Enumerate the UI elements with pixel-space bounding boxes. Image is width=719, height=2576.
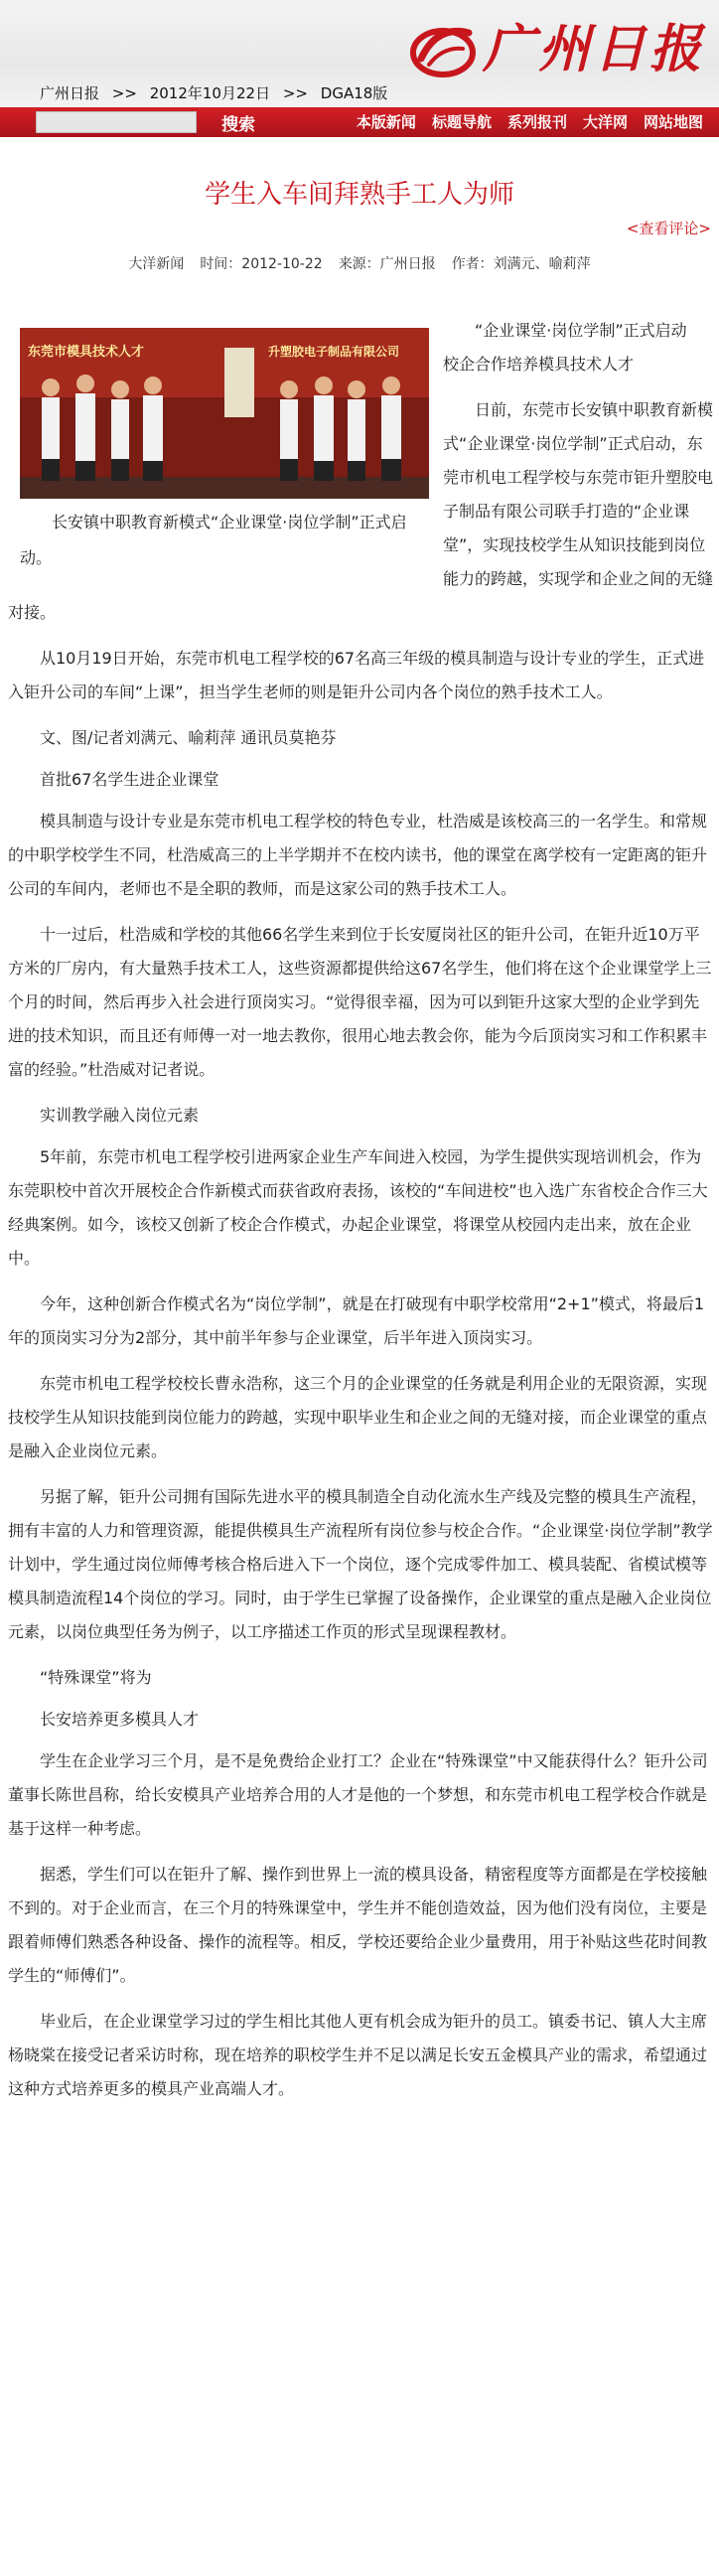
article-paragraph: 学生在企业学习三个月，是不是免费给企业打工？企业在“特殊课堂”中又能获得什么？钜升公司董事长陈世昌称，给长安模具产业培养合用的人才是他的一个梦想，和东莞市机电工程学校合作就是基于这样一种考虑。	[8, 1751, 708, 1838]
article-paragraph: 今年，这种创新合作模式名为“岗位学制”，就是在打破现有中职学校常用“2+1”模式，将最后1年的顶岗实习分为2部分，其中前半年参与企业课堂，后半年进入顶岗实习。	[8, 1294, 705, 1347]
nav-item-title-nav[interactable]: 标题导航	[431, 113, 492, 131]
breadcrumb-item-page[interactable]: DGA18版	[320, 84, 388, 102]
nav-item-publications[interactable]: 系列报刊	[506, 113, 567, 131]
article-figure	[20, 328, 429, 576]
breadcrumb-separator: >>	[282, 84, 308, 102]
article-paragraph: 5年前，东莞市机电工程学校引进两家企业生产车间进入校园，为学生提供实现培训机会，作为东莞职校中首次开展校企合作新模式而获省政府表扬，该校的“车间进校”也入选广东省校企合作三大经典案例。如今，该校又创新了校企合作模式，办起企业课堂，将课堂从校园内走出来，放在企业中。	[8, 1147, 708, 1268]
article-byline: 文、图/记者刘满元、喻莉萍 通讯员莫艳芬	[40, 728, 337, 747]
article-meta	[0, 254, 719, 274]
article-title: 学生入车间拜熟手工人为师	[204, 180, 514, 210]
photo-banner-left: 东莞市模具技术人才	[28, 345, 145, 360]
breadcrumb	[40, 83, 387, 103]
article-paragraph: “企业课堂·岗位学制”正式启动 校企合作培养模具技术人才	[443, 321, 703, 374]
meta-time: 时间：2012-10-22	[200, 256, 323, 272]
article-paragraph: 据悉，学生们可以在钜升了解、操作到世界上一流的模具设备，精密程度等方面都是在学校接触不到的。对于企业而言，在三个月的特殊课堂中，学生并不能创造效益，因为他们没有岗位，主要是跟着师傅们熟悉各种设备、操作的流程等。相反，学校还要给企业少量费用，用于补贴这些花时间教学生的“师傅们”。	[8, 1865, 708, 1985]
breadcrumb-item-paper[interactable]: 广州日报	[40, 84, 100, 102]
article-paragraph: 日前，东莞市长安镇中职教育新模式“企业课堂·岗位学制”正式启动，东莞市机电工程学校与东莞市钜升塑胶电子制品有限公司联手打造的“企业课堂”，实现技校学生从知识技能到岗位能力的跨越，实现学和企业之间的无缝对接。	[8, 400, 714, 622]
logo[interactable]	[407, 14, 705, 85]
section-subheading: 长安培养更多模具人才	[40, 1710, 200, 1729]
article-paragraph: 毕业后，在企业课堂学习过的学生相比其他人更有机会成为钜升的员工。镇委书记、镇人大主席杨晓棠在接受记者采访时称，现在培养的职校学生并不足以满足长安五金模具产业的需求，希望通过这种方式培养更多的模具产业高端人才。	[8, 2012, 708, 2098]
photo-banner-right: 升塑胶电子制品有限公司	[268, 345, 400, 359]
article-body	[8, 314, 713, 2118]
article-paragraph: 东莞市机电工程学校校长曹永浩称，这三个月的企业课堂的任务就是利用企业的无限资源，实现技校学生从知识技能到岗位能力的跨越，实现中职毕业生和企业之间的无缝对接，而企业课堂的重点是融入企业岗位元素。	[8, 1374, 708, 1460]
section-subheading: 实训教学融入岗位元素	[40, 1106, 200, 1125]
view-comments-link[interactable]: <查看评论>	[626, 220, 711, 237]
article-paragraph: 模具制造与设计专业是东莞市机电工程学校的特色专业，杜浩威是该校高三的一名学生。和常规的中职学校学生不同，杜浩威高三的上半学期并不在校内读书，他的课堂在离学校有一定距离的钜升公司的车间内，老师也不是全职的教师，而是这家公司的熟手技术工人。	[8, 812, 708, 898]
article-paragraph: 另据了解，钜升公司拥有国际先进水平的模具制造全自动化流水生产线及完整的模具生产流程，拥有丰富的人力和管理资源，能提供模具生产流程所有岗位参与校企合作。“企业课堂·岗位学制”教学计划中，学生通过岗位师傅考核合格后进入下一个岗位，逐个完成零件加工、模具装配、省模试模等模具制造流程14个岗位的学习。同时，由于学生已掌握了设备操作，企业课堂的重点是融入企业岗位元素，以岗位典型任务为例子，以工序描述工作页的形式呈现课程教材。	[8, 1487, 713, 1641]
nav-item-sitemap[interactable]: 网站地图	[643, 113, 703, 131]
meta-source: 大洋新闻	[128, 256, 185, 272]
photo-caption: 长安镇中职教育新模式“企业课堂·岗位学制”正式启动。	[20, 513, 407, 567]
breadcrumb-item-date[interactable]: 2012年10月22日	[149, 84, 271, 102]
newspaper-swirl-icon	[407, 19, 479, 80]
meta-origin: 来源：广州日报	[338, 256, 436, 272]
article-paragraph: 十一过后，杜浩威和学校的其他66名学生来到位于长安厦岗社区的钜升公司，在钜升近10万平方米的厂房内，有大量熟手技术工人，这些资源都提供给这67名学生，他们将在这个企业课堂学上三个月的时间，然后再步入社会进行顶岗实习。“觉得很幸福，因为可以到钜升这家大型的企业学到先进的技术知识，而且还有师傅一对一地去教你，很用心地去教会你，能为今后顶岗实习和工作积累丰富的经验。”杜浩威对记者说。	[8, 925, 712, 1079]
search-button[interactable]: 搜索	[209, 109, 268, 135]
breadcrumb-separator: >>	[111, 84, 137, 102]
nav-menu	[349, 107, 711, 137]
nav-item-dayoo[interactable]: 大洋网	[582, 113, 628, 131]
search-input[interactable]	[36, 111, 197, 133]
nav-item-page-news[interactable]: 本版新闻	[356, 113, 416, 131]
section-subheading: 首批67名学生进企业课堂	[40, 770, 219, 789]
masthead	[0, 0, 719, 107]
section-subheading: “特殊课堂”将为	[40, 1668, 152, 1687]
nav-bar	[0, 107, 719, 137]
ceremony-photo	[20, 328, 429, 499]
logo-text: 广州日报	[482, 19, 705, 79]
meta-author: 作者：刘满元、喻莉萍	[451, 256, 591, 272]
article-paragraph: 从10月19日开始，东莞市机电工程学校的67名高三年级的模具制造与设计专业的学生，正式进入钜升公司的车间“上课”，担当学生老师的则是钜升公司内各个岗位的熟手技术工人。	[8, 649, 705, 701]
